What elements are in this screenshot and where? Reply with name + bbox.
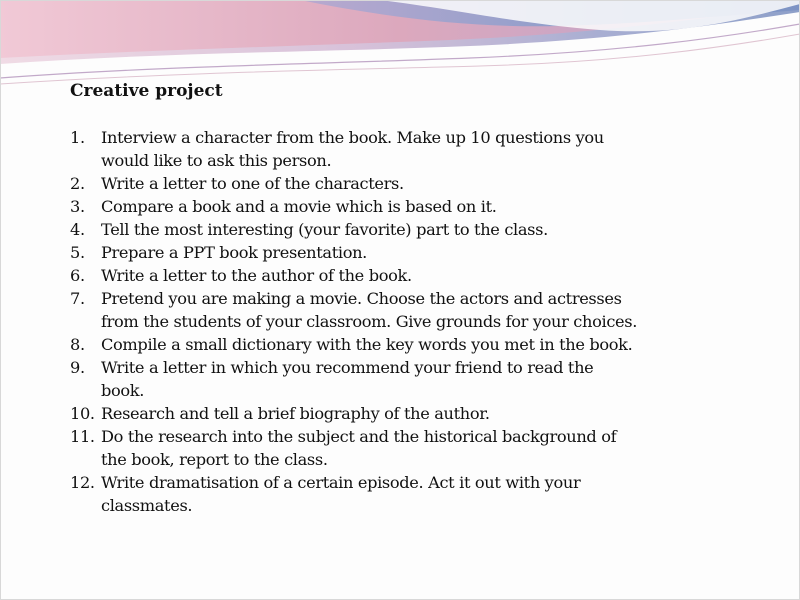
list-item-number: 5. [70, 243, 85, 262]
list-item [70, 333, 710, 356]
list-item-number: 12. [70, 473, 95, 492]
list-item-text-continued: book. [101, 381, 145, 400]
task-list [70, 126, 710, 517]
list-item-text-continued: from the students of your classroom. Give grounds for your choices. [101, 312, 638, 331]
list-item [70, 172, 710, 195]
list-item-text: Write a letter to the author of the book. [101, 266, 412, 285]
list-item [70, 126, 710, 172]
page-title: Creative project [70, 81, 223, 101]
list-item-text: Research and tell a brief biography of the author. [101, 404, 490, 423]
list-item-number: 10. [70, 404, 95, 423]
list-item-text: Write dramatisation of a certain episode. Act it out with your [101, 473, 581, 492]
list-item [70, 241, 710, 264]
list-item-text-continued: classmates. [101, 496, 193, 515]
list-item-text-continued: would like to ask this person. [101, 151, 332, 170]
list-item [70, 195, 710, 218]
list-item-text: Interview a character from the book. Make up 10 questions you [101, 128, 604, 147]
list-item-number: 1. [70, 128, 85, 147]
list-item-number: 4. [70, 220, 85, 239]
list-item-text: Write a letter to one of the characters. [101, 174, 404, 193]
list-item [70, 356, 710, 402]
list-item-number: 6. [70, 266, 85, 285]
list-item-text-continued: the book, report to the class. [101, 450, 328, 469]
list-item-text: Write a letter in which you recommend your friend to read the [101, 358, 594, 377]
list-item [70, 402, 710, 425]
list-item [70, 287, 710, 333]
list-item-number: 8. [70, 335, 85, 354]
list-item-number: 3. [70, 197, 85, 216]
list-item-text: Do the research into the subject and the historical background of [101, 427, 617, 446]
list-item-text: Prepare a PPT book presentation. [101, 243, 367, 262]
list-item-number: 11. [70, 427, 95, 446]
list-item-text: Compare a book and a movie which is based on it. [101, 197, 497, 216]
list-item [70, 264, 710, 287]
list-item [70, 425, 710, 471]
list-item-number: 7. [70, 289, 85, 308]
list-item-text: Pretend you are making a movie. Choose the actors and actresses [101, 289, 622, 308]
list-item-number: 2. [70, 174, 85, 193]
list-item-text: Tell the most interesting (your favorite) part to the class. [101, 220, 548, 239]
list-item [70, 218, 710, 241]
list-item [70, 471, 710, 517]
list-item-text: Compile a small dictionary with the key words you met in the book. [101, 335, 633, 354]
slide-content [70, 80, 710, 517]
list-item-number: 9. [70, 358, 85, 377]
